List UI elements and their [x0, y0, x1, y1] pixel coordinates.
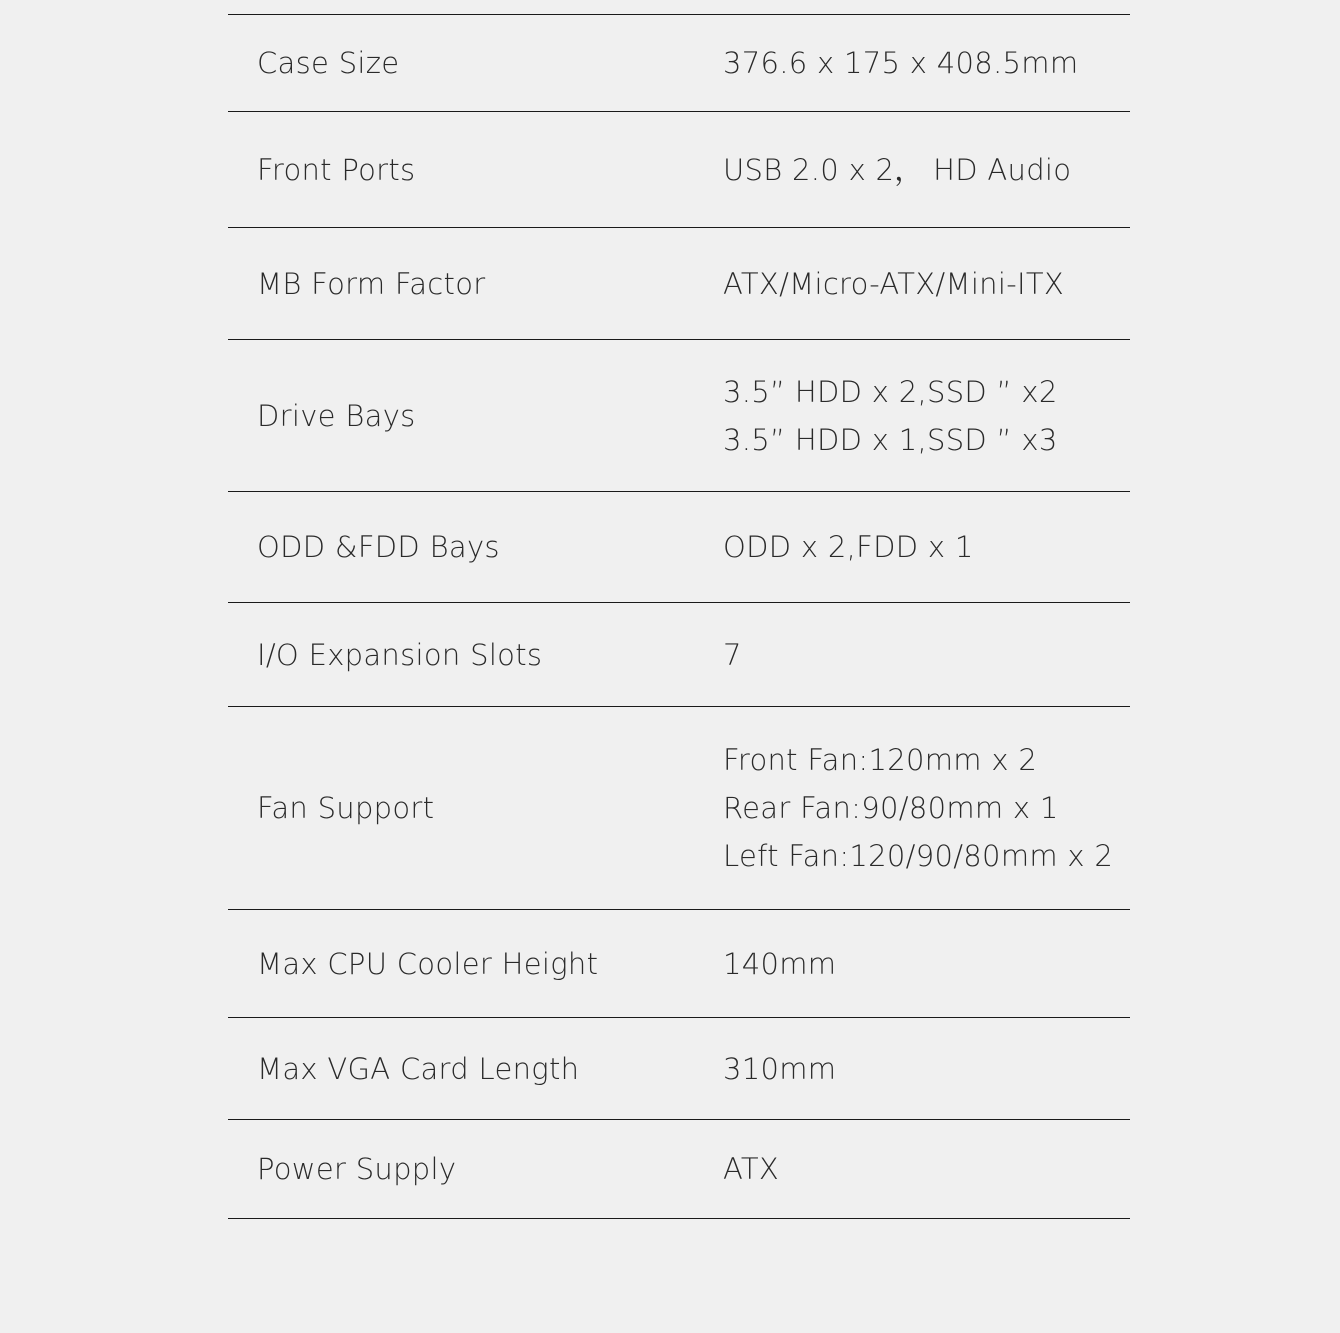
spec-row-odd-fdd-bays	[228, 492, 1130, 603]
spec-value	[723, 940, 836, 988]
spec-value	[723, 631, 742, 679]
spec-row-power-supply	[228, 1120, 1130, 1219]
spec-value	[723, 736, 1113, 880]
spec-row-drive-bays	[228, 340, 1130, 492]
spec-label: MB Form Factor	[257, 266, 486, 301]
spec-value	[723, 260, 1064, 308]
spec-value-line: 310mm	[723, 1051, 837, 1086]
spec-value-line: ODD x 2,FDD x 1	[723, 530, 974, 564]
spec-value-line: ATX	[723, 1152, 780, 1186]
spec-value	[723, 368, 1058, 464]
spec-value	[723, 1045, 836, 1093]
spec-label: Power Supply	[257, 1152, 457, 1186]
spec-label: I/O Expansion Slots	[257, 637, 543, 672]
spec-value-line: 3.5” HDD x 2,SSD ” x2	[723, 374, 1058, 409]
spec-value-line: 3.5” HDD x 1,SSD ” x3	[723, 422, 1058, 457]
spec-label: Drive Bays	[257, 398, 416, 433]
spec-value	[723, 146, 1071, 194]
spec-value-line: ATX/Micro-ATX/Mini-ITX	[723, 266, 1065, 301]
spec-value-line: 140mm	[723, 946, 837, 981]
spec-label: Max CPU Cooler Height	[257, 946, 599, 981]
spec-value-line: Left Fan:120/90/80mm x 2	[723, 839, 1114, 873]
spec-value-line: Rear Fan:90/80mm x 1	[723, 791, 1059, 825]
spec-row-fan-support	[228, 707, 1130, 910]
spec-value-line: 7	[723, 637, 742, 672]
spec-value	[723, 523, 974, 571]
spec-row-case-size	[228, 15, 1130, 112]
spec-row-max-cpu-cooler-height	[228, 910, 1130, 1018]
spec-label: Case Size	[257, 46, 400, 80]
spec-value	[723, 1145, 779, 1193]
spec-row-mb-form-factor	[228, 228, 1130, 340]
spec-table	[228, 14, 1130, 1219]
spec-label: Front Ports	[257, 152, 416, 187]
spec-value	[723, 39, 1078, 87]
spec-label: Fan Support	[257, 791, 435, 825]
spec-value-line: Front Fan:120mm x 2	[723, 743, 1038, 777]
spec-value-line: 376.6 x 175 x 408.5mm	[723, 46, 1079, 80]
spec-row-io-expansion-slots	[228, 603, 1130, 707]
spec-value-line: USB 2.0 x 2， HD Audio	[723, 152, 1072, 187]
spec-row-front-ports	[228, 112, 1130, 228]
spec-label: Max VGA Card Length	[257, 1051, 580, 1086]
spec-row-max-vga-card-length	[228, 1018, 1130, 1120]
spec-label: ODD &FDD Bays	[257, 530, 500, 564]
